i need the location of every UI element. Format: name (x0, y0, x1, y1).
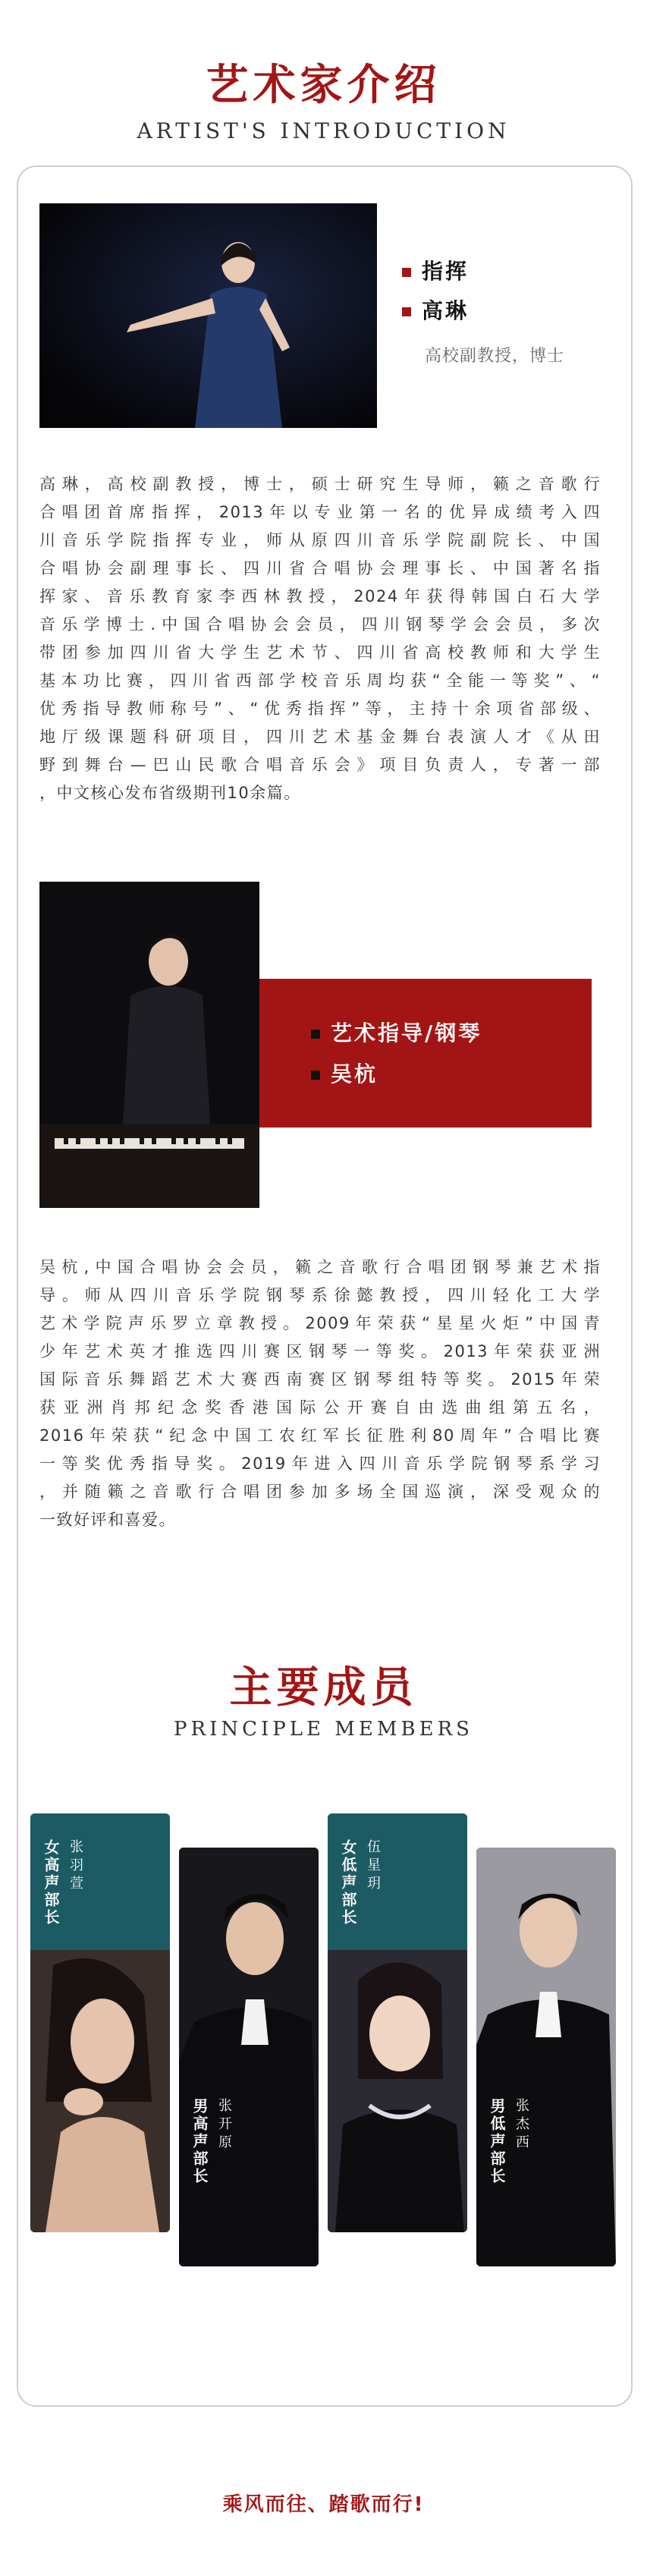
member-name: 张杰西 (514, 2098, 529, 2153)
bio-line: 音乐学博士.中国合唱协会会员，四川钢琴学会会员，多次 (39, 615, 601, 634)
bio-line: 2016年荣获“纪念中国工农红军长征胜利80周年”合唱比赛 (39, 1426, 601, 1445)
artist2-name (311, 1058, 378, 1088)
member-photo (179, 1848, 319, 2266)
bullet-icon (402, 307, 411, 316)
bio-line: 高琳，高校副教授，博士，硕士研究生导师，籁之音歌行 (39, 475, 601, 493)
member-photo (476, 1848, 616, 2266)
bio-line: 一致好评和喜爱。 (39, 1511, 176, 1529)
artist2-bio (39, 1253, 601, 1534)
section-subtitle-artists: ARTIST'S INTRODUCTION (137, 118, 510, 143)
footer-slogan: 乘风而往、踏歌而行! (222, 2493, 425, 2516)
bullet-icon (311, 1071, 320, 1080)
bio-line: 优秀指导教师称号”、“优秀指挥”等，主持十余项省部级、 (39, 700, 601, 718)
bio-line: 一等奖优秀指导奖。2019年进入四川音乐学院钢琴系学习 (39, 1455, 601, 1473)
artist2-name-text: 吴杭 (331, 1062, 378, 1087)
member-role: 女低声部长 (339, 1839, 357, 1926)
member-role: 男低声部长 (488, 2098, 506, 2185)
member-photo (30, 1950, 170, 2232)
member-card-3 (328, 1813, 467, 2232)
artist1-photo (39, 203, 377, 428)
artist1-name-text: 高琳 (422, 298, 470, 323)
section-title-artists: 艺术家介绍 (206, 61, 441, 110)
bio-line: 野到舞台—巴山民歌合唱音乐会》项目负责人，专著一部 (39, 756, 601, 774)
section-subtitle-members: PRINCIPLE MEMBERS (174, 1718, 473, 1741)
bio-line: 合唱团首席指挥，2013年以专业第一名的优异成绩考入四 (39, 503, 601, 521)
member-card-2 (179, 1848, 319, 2266)
artist1-role (402, 255, 469, 285)
member-role: 男高声部长 (190, 2098, 209, 2185)
section-title-members: 主要成员 (229, 1663, 418, 1713)
artist2-photo (39, 882, 259, 1208)
bio-line: 合唱协会副理事长、四川省合唱协会理事长、中国著名指 (39, 559, 601, 577)
bullet-icon (311, 1030, 320, 1039)
artist2-role-text: 艺术指导/钢琴 (331, 1021, 482, 1046)
bio-line: 少年艺术英才推选四川赛区钢琴一等奖。2013年荣获亚洲 (39, 1342, 601, 1360)
bio-line: 基本功比赛，四川省西部学校音乐周均获“全能一等奖”、“ (39, 672, 601, 690)
artist1-role-text: 指挥 (422, 259, 470, 284)
bio-line: 川音乐学院指挥专业，师从原四川音乐学院副院长、中国 (39, 531, 601, 549)
artist1-name (402, 294, 469, 325)
member-photo (328, 1950, 467, 2232)
bio-line: 带团参加四川省大学生艺术节、四川省高校教师和大学生 (39, 643, 601, 662)
bio-line: 获亚洲肖邦纪念奖香港国际公开赛自由选曲组第五名， (39, 1398, 601, 1417)
bio-line: 导。师从四川音乐学院钢琴系徐懿教授，四川轻化工大学 (39, 1286, 601, 1304)
member-card-1 (30, 1813, 170, 2232)
member-role: 女高声部长 (42, 1839, 60, 1926)
bio-line: 吴杭,中国合唱协会会员，籁之音歌行合唱团钢琴兼艺术指 (39, 1258, 601, 1276)
artist2-title-box (250, 979, 592, 1128)
bio-line: 挥家、音乐教育家李西林教授，2024年获得韩国白石大学 (39, 587, 601, 605)
artist2-role (311, 1017, 482, 1047)
member-name: 伍星玥 (365, 1839, 381, 1894)
artist1-bio (39, 470, 601, 807)
bio-line: 国际音乐舞蹈艺术大赛西南赛区钢琴组特等奖。2015年荣 (39, 1370, 601, 1389)
member-name: 张羽萱 (68, 1839, 83, 1894)
artist1-subtitle: 高校副教授，博士 (425, 347, 565, 366)
bullet-icon (402, 268, 411, 277)
bio-line: 地厅级课题科研项目，四川艺术基金舞台表演人才《从田 (39, 728, 601, 746)
bio-line: ，中文核心发布省级期刊10余篇。 (39, 784, 301, 802)
member-name: 张开原 (216, 2098, 232, 2153)
bio-line: ，并随籁之音歌行合唱团参加多场全国巡演，深受观众的 (39, 1483, 601, 1501)
member-card-4 (476, 1848, 616, 2266)
bio-line: 艺术学院声乐罗立章教授。2009年荣获“星星火炬”中国青 (39, 1314, 601, 1332)
